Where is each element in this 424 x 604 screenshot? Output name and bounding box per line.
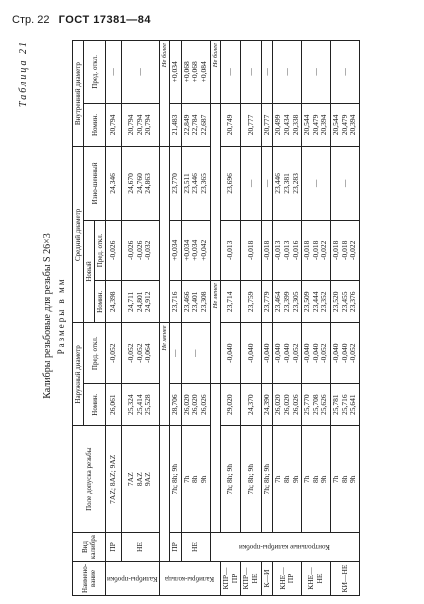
page-header (12, 14, 151, 26)
cell-m_pred-value: -0,032 (143, 240, 153, 260)
cell-m_nom (331, 281, 360, 323)
cell-i_nom (261, 103, 273, 147)
cell-i_nom-value: 20,544 (331, 114, 340, 136)
cell-i_pred-value: — (261, 68, 271, 76)
col-vid: Вид калибра (73, 533, 106, 562)
cell-i_pred (106, 41, 121, 104)
cell-pole-value: 7h (181, 475, 191, 483)
cell-m_izn-value: 23,365 (199, 173, 209, 194)
cell-o_pred-value: -0,064 (143, 343, 153, 363)
gauge-type: ПР (106, 533, 121, 562)
cell-m_nom (241, 281, 261, 323)
cell-m_pred (170, 220, 182, 281)
cell-m_nom-value: 24,711 (126, 291, 136, 312)
cell-i_nom-value: 20,777 (245, 114, 255, 136)
cell-m_izn (302, 147, 331, 220)
cell-o_pred-value: -0,040 (225, 343, 235, 363)
table-subtitle: Размеры в мм (56, 277, 66, 355)
col-outer-pred: Пред. откл. (84, 323, 106, 384)
cell-i_nom-value: 21,483 (170, 114, 180, 136)
cell-o_pred-value: -0,052 (126, 343, 136, 363)
cell-i_nom-value: 22,687 (199, 114, 209, 136)
cell-m_pred-value: +0,034 (181, 239, 191, 261)
cell-m_izn-value: — (261, 179, 271, 188)
col-pole: Поле допуска резьбы (73, 426, 106, 533)
col-inner-pred: Пред. откл. (84, 41, 106, 104)
cell-o_nom-value: 26,020 (281, 394, 291, 415)
table-row (221, 41, 241, 596)
cell-i_pred (241, 41, 261, 104)
note-row (159, 41, 169, 596)
cell-m_nom-value: 23,509 (302, 291, 312, 313)
cell-m_izn-value: — (245, 179, 255, 188)
cell-m_izn (241, 147, 261, 220)
cell-i_nom-value: 20,434 (281, 114, 291, 136)
cell-i_pred-value: +0,068 (190, 61, 200, 83)
cell-m_nom-value: 23,308 (199, 291, 209, 313)
cell-i_nom-value: 20,479 (310, 114, 320, 136)
cell-o_nom (221, 384, 241, 426)
cell-o_nom-value: 26,020 (181, 394, 191, 415)
cell-m_pred-value: -0,018 (331, 240, 340, 260)
table-label: Таблица 21 (18, 40, 29, 107)
cell-m_pred (241, 220, 261, 281)
cell-o_nom (181, 384, 210, 426)
cell-m_pred-value: -0,018 (261, 240, 271, 260)
cell-o_nom-value: 25,528 (143, 394, 153, 415)
cell-m_pred (106, 220, 121, 281)
cell-m_pred-value: -0,018 (302, 240, 312, 260)
cell-i_nom-value: 20,749 (225, 114, 235, 136)
cell-o_pred-value: -0,052 (108, 343, 117, 363)
gauge-type: КПР—НЕ (241, 561, 261, 595)
table-row (121, 41, 159, 596)
col-mid-izn: Изно-шенный (84, 147, 106, 220)
cell-o_pred-value: -0,040 (310, 343, 320, 363)
cell-m_izn-value: 23,696 (225, 173, 235, 194)
table-row (331, 41, 360, 596)
cell-o_nom-value: 25,770 (302, 394, 312, 415)
cell-m_nom (170, 281, 182, 323)
cell-i_nom (170, 103, 182, 147)
col-outer: Наружный диаметр (73, 323, 84, 426)
col-inner-nom: Номин. (84, 103, 106, 147)
cell-o_nom-value: 26,061 (108, 394, 117, 415)
cell-o_nom (273, 384, 302, 426)
cell-m_nom-value: 23,455 (339, 291, 349, 313)
cell-m_nom-value: 23,352 (319, 291, 329, 313)
gauge-table (72, 40, 360, 596)
note-ne-bolee: Не более (159, 41, 169, 147)
cell-i_nom (221, 103, 241, 147)
cell-pole (106, 426, 121, 533)
cell-o_pred-value: — (170, 349, 180, 357)
cell-o_nom-value: 25,708 (310, 394, 320, 415)
cell-m_nom-value: 23,401 (190, 291, 200, 313)
cell-m_pred-value: -0,018 (339, 240, 349, 260)
cell-m_izn-value: 23,511 (181, 173, 191, 194)
cell-m_pred (331, 220, 360, 281)
gauge-type: ПР (170, 533, 182, 562)
cell-m_nom (181, 281, 210, 323)
cell-pole (221, 426, 241, 533)
cell-m_pred (181, 220, 210, 281)
group-g1: Калибры-пробки (106, 561, 160, 595)
cell-i_pred (331, 41, 360, 104)
table-row (261, 41, 273, 596)
cell-o_pred-value: — (190, 349, 200, 357)
gauge-type: КНЕ—НЕ (302, 561, 331, 595)
cell-m_pred-value: +0,034 (190, 239, 200, 261)
cell-pole (121, 426, 159, 533)
cell-o_nom-value: 24,390 (261, 394, 271, 415)
cell-m_pred (302, 220, 331, 281)
gauge-type: НЕ (121, 533, 159, 562)
cell-m_pred-value: -0,026 (126, 240, 136, 260)
cell-o_nom (261, 384, 273, 426)
cell-m_izn-value: — (310, 179, 320, 188)
cell-pole-value: 7h; 8h; 9h (170, 464, 180, 495)
cell-i_nom-value: 22,784 (190, 114, 200, 136)
cell-m_nom-value: 24,398 (108, 291, 117, 313)
cell-o_pred (221, 323, 241, 384)
cell-o_pred-value: -0,052 (348, 343, 358, 363)
cell-m_izn (221, 147, 241, 220)
cell-m_nom-value: 24,801 (134, 291, 144, 313)
cell-o_pred-value: -0,040 (339, 343, 349, 363)
cell-i_pred (181, 41, 210, 104)
cell-m_izn (331, 147, 360, 220)
cell-i_nom (273, 103, 302, 147)
cell-i_nom-value: 20,338 (290, 114, 300, 136)
cell-i_pred-value: — (134, 68, 144, 76)
cell-i_nom (181, 103, 210, 147)
cell-i_nom (121, 103, 159, 147)
cell-i_pred (221, 41, 241, 104)
cell-i_nom (331, 103, 360, 147)
cell-o_nom-value: 24,370 (245, 394, 255, 415)
cell-pole (302, 426, 331, 533)
cell-m_pred-value: +0,034 (170, 239, 180, 261)
cell-o_nom-value: 29,020 (225, 394, 235, 415)
cell-o_pred (331, 323, 360, 384)
cell-o_pred-value: -0,052 (319, 343, 329, 363)
cell-i_nom-value: 20,794 (143, 114, 153, 136)
cell-pole-value: 9h (290, 475, 300, 483)
cell-pole-value: 7h (302, 475, 312, 483)
cell-m_pred (261, 220, 273, 281)
table-body (106, 41, 360, 596)
table-row (181, 41, 210, 596)
cell-o_nom-value: 25,324 (126, 394, 136, 415)
cell-o_pred-value: -0,040 (331, 343, 340, 363)
table-row (241, 41, 261, 596)
gauge-type: НЕ (181, 533, 210, 562)
cell-pole-value: 8AZ (134, 472, 144, 487)
cell-i_nom (106, 103, 121, 147)
cell-m_pred-value: -0,016 (290, 240, 300, 260)
cell-pole-value: 7h; 8h; 9h (245, 464, 255, 495)
cell-m_pred (273, 220, 302, 281)
cell-m_nom (221, 281, 241, 323)
cell-pole-value: 9AZ (143, 472, 153, 487)
cell-o_pred (181, 323, 210, 384)
cell-o_pred-value: -0,040 (302, 343, 312, 363)
cell-m_izn (170, 147, 182, 220)
note-ne-menee: Не менее (210, 281, 220, 384)
cell-i_nom-value: 20,499 (273, 114, 283, 136)
cell-o_nom-value: 26,026 (199, 394, 209, 415)
cell-i_nom (302, 103, 331, 147)
cell-i_pred-value: — (281, 68, 291, 76)
cell-i_pred-value: +0,084 (199, 61, 209, 83)
gauge-type: КИ—НЕ (331, 561, 360, 595)
cell-m_nom (121, 281, 159, 323)
cell-i_nom-value: 20,394 (348, 114, 358, 136)
cell-i_nom-value: 20,544 (302, 114, 312, 136)
cell-i_pred (273, 41, 302, 104)
cell-m_izn (181, 147, 210, 220)
note-ne-bolee: Не более (210, 41, 220, 104)
cell-i_pred-value: +0,034 (170, 61, 180, 83)
cell-pole (273, 426, 302, 533)
cell-i_pred (170, 41, 182, 104)
cell-i_pred (302, 41, 331, 104)
cell-m_izn-value: 23,283 (290, 173, 300, 194)
gauge-type: КНЕ—ПР (273, 561, 302, 595)
cell-m_izn-value: 23,446 (190, 173, 200, 194)
cell-o_nom-value: 25,641 (348, 394, 358, 415)
cell-m_izn-value: 23,446 (273, 173, 283, 194)
cell-m_nom (273, 281, 302, 323)
cell-m_pred-value: -0,026 (108, 240, 117, 260)
note-ne-menee: Не менее (159, 323, 169, 426)
cell-m_nom-value: 23,305 (290, 291, 300, 313)
cell-pole-value: 7h; 8h; 9h (225, 464, 235, 495)
cell-i_nom-value: 20,394 (319, 114, 329, 136)
cell-o_pred (302, 323, 331, 384)
cell-o_pred-value: -0,040 (273, 343, 283, 363)
cell-m_nom-value: 23,716 (170, 291, 180, 313)
page-number: Стр. 22 (12, 14, 50, 26)
cell-m_pred-value: -0,013 (281, 240, 291, 260)
cell-m_pred-value: -0,018 (245, 240, 255, 260)
gauge-type: КПР—ПР (221, 561, 241, 595)
cell-i_nom-value: 20,794 (126, 114, 136, 136)
cell-o_nom-value: 28,706 (170, 394, 180, 415)
cell-i_pred (121, 41, 159, 104)
cell-i_pred-value: — (225, 68, 235, 76)
cell-i_nom-value: 20,794 (134, 114, 144, 136)
cell-m_pred (121, 220, 159, 281)
cell-o_nom-value: 25,716 (339, 394, 349, 415)
cell-o_nom-value: 25,414 (134, 394, 144, 415)
cell-pole (241, 426, 261, 533)
cell-m_nom-value: 24,912 (143, 291, 153, 313)
cell-m_nom (261, 281, 273, 323)
col-mid-nom: Номин. (95, 281, 106, 323)
cell-o_pred-value: -0,052 (134, 343, 144, 363)
cell-m_pred-value: +0,042 (199, 239, 209, 261)
cell-o_pred (241, 323, 261, 384)
cell-o_nom-value: 26,026 (290, 394, 300, 415)
cell-pole (331, 426, 360, 533)
cell-m_izn-value: — (339, 179, 349, 188)
cell-m_izn-value: 24,863 (143, 173, 153, 194)
cell-o_nom-value: 25,626 (319, 394, 329, 415)
cell-pole-value: 7AZ; 8AZ; 9AZ (108, 454, 117, 504)
cell-m_nom-value: 23,376 (348, 291, 358, 313)
cell-pole (170, 426, 182, 533)
cell-pole-value: 7h (273, 475, 283, 483)
cell-o_pred-value: -0,040 (245, 343, 255, 363)
cell-o_pred (261, 323, 273, 384)
cell-i_nom-value: 20,794 (108, 114, 117, 136)
cell-m_izn (273, 147, 302, 220)
cell-i_pred-value: — (245, 68, 255, 76)
cell-i_pred-value: — (339, 68, 349, 76)
cell-i_pred (261, 41, 273, 104)
cell-i_nom (241, 103, 261, 147)
cell-m_nom-value: 23,779 (261, 291, 271, 313)
cell-m_izn (121, 147, 159, 220)
cell-m_nom-value: 23,466 (181, 291, 191, 313)
cell-m_pred-value: -0,013 (225, 240, 235, 260)
cell-o_pred-value: -0,052 (290, 343, 300, 363)
col-outer-nom: Номин. (84, 384, 106, 426)
cell-pole-value: 9h (199, 475, 209, 483)
cell-m_pred-value: -0,018 (310, 240, 320, 260)
cell-m_izn (261, 147, 273, 220)
cell-o_nom (241, 384, 261, 426)
cell-m_pred-value: -0,013 (273, 240, 283, 260)
cell-o_nom (106, 384, 121, 426)
cell-pole (261, 426, 273, 533)
cell-pole (181, 426, 210, 533)
cell-o_nom (302, 384, 331, 426)
group-g2: Калибры-кольца (159, 561, 220, 595)
cell-i_nom-value: 20,777 (261, 114, 271, 136)
group-g3: Контрольные калибры-пробки (210, 533, 359, 562)
cell-o_nom-value: 26,020 (273, 394, 283, 415)
cell-m_nom (302, 281, 331, 323)
cell-pole-value: 9h (319, 475, 329, 483)
cell-pole-value: 8h (190, 475, 200, 483)
col-mid-pred: Пред. откл. (95, 220, 106, 281)
cell-o_nom (331, 384, 360, 426)
cell-i_pred-value: +0,068 (181, 61, 191, 83)
cell-m_izn-value: 24,670 (126, 173, 136, 194)
table-row (302, 41, 331, 596)
cell-m_nom-value: 23,464 (273, 291, 283, 313)
cell-o_pred (106, 323, 121, 384)
cell-m_izn-value: 23,770 (170, 173, 180, 194)
cell-pole-value: 7h; 8h; 9h (261, 464, 271, 495)
cell-m_nom-value: 23,759 (245, 291, 255, 313)
cell-o_pred (170, 323, 182, 384)
col-mid-novy: Новый (84, 220, 95, 323)
cell-m_pred-value: -0,022 (348, 240, 358, 260)
table-row (106, 41, 121, 596)
cell-m_nom (106, 281, 121, 323)
cell-m_pred-value: -0,026 (134, 240, 144, 260)
cell-i_nom-value: 22,849 (181, 114, 191, 136)
cell-m_izn-value: 24,346 (108, 173, 117, 194)
cell-m_nom-value: 23,444 (310, 291, 320, 313)
cell-o_pred (273, 323, 302, 384)
cell-pole-value: 8h (339, 475, 349, 483)
rotated-page (12, 36, 416, 596)
table-row (273, 41, 302, 596)
cell-pole-value: 8h (281, 475, 291, 483)
gauge-type: К—И (261, 561, 273, 595)
cell-m_izn (106, 147, 121, 220)
cell-m_izn-value: 23,381 (281, 173, 291, 194)
cell-m_nom-value: 23,399 (281, 291, 291, 313)
table-row (170, 41, 182, 596)
cell-m_pred (221, 220, 241, 281)
cell-m_nom-value: 23,714 (225, 291, 235, 313)
col-inner: Внутренний диаметр (73, 41, 84, 147)
col-naimen: Наимено-вание (73, 561, 106, 595)
cell-o_pred-value: -0,040 (261, 343, 271, 363)
cell-o_nom (121, 384, 159, 426)
cell-i_pred-value: — (108, 68, 117, 76)
cell-m_nom-value: 23,520 (331, 291, 340, 313)
note-row (210, 41, 220, 596)
cell-o_nom-value: 26,020 (190, 394, 200, 415)
cell-m_izn-value: 24,760 (134, 173, 144, 194)
col-mid: Средний диаметр (73, 147, 84, 323)
cell-pole-value: 8h (310, 475, 320, 483)
cell-m_pred-value: -0,022 (319, 240, 329, 260)
table-title: Калибры резьбовые для резьбы S 26×3 (42, 233, 53, 399)
cell-i_pred-value: — (310, 68, 320, 76)
cell-i_nom-value: 20,479 (339, 114, 349, 136)
cell-o_nom (170, 384, 182, 426)
gost-number: ГОСТ 17381—84 (58, 14, 152, 26)
cell-pole-value: 7AZ (126, 472, 136, 487)
cell-pole-value: 9h (348, 475, 358, 483)
cell-o_pred (121, 323, 159, 384)
cell-o_nom-value: 25,781 (331, 394, 340, 415)
cell-pole-value: 7h (331, 475, 340, 483)
cell-o_pred-value: -0,040 (281, 343, 291, 363)
